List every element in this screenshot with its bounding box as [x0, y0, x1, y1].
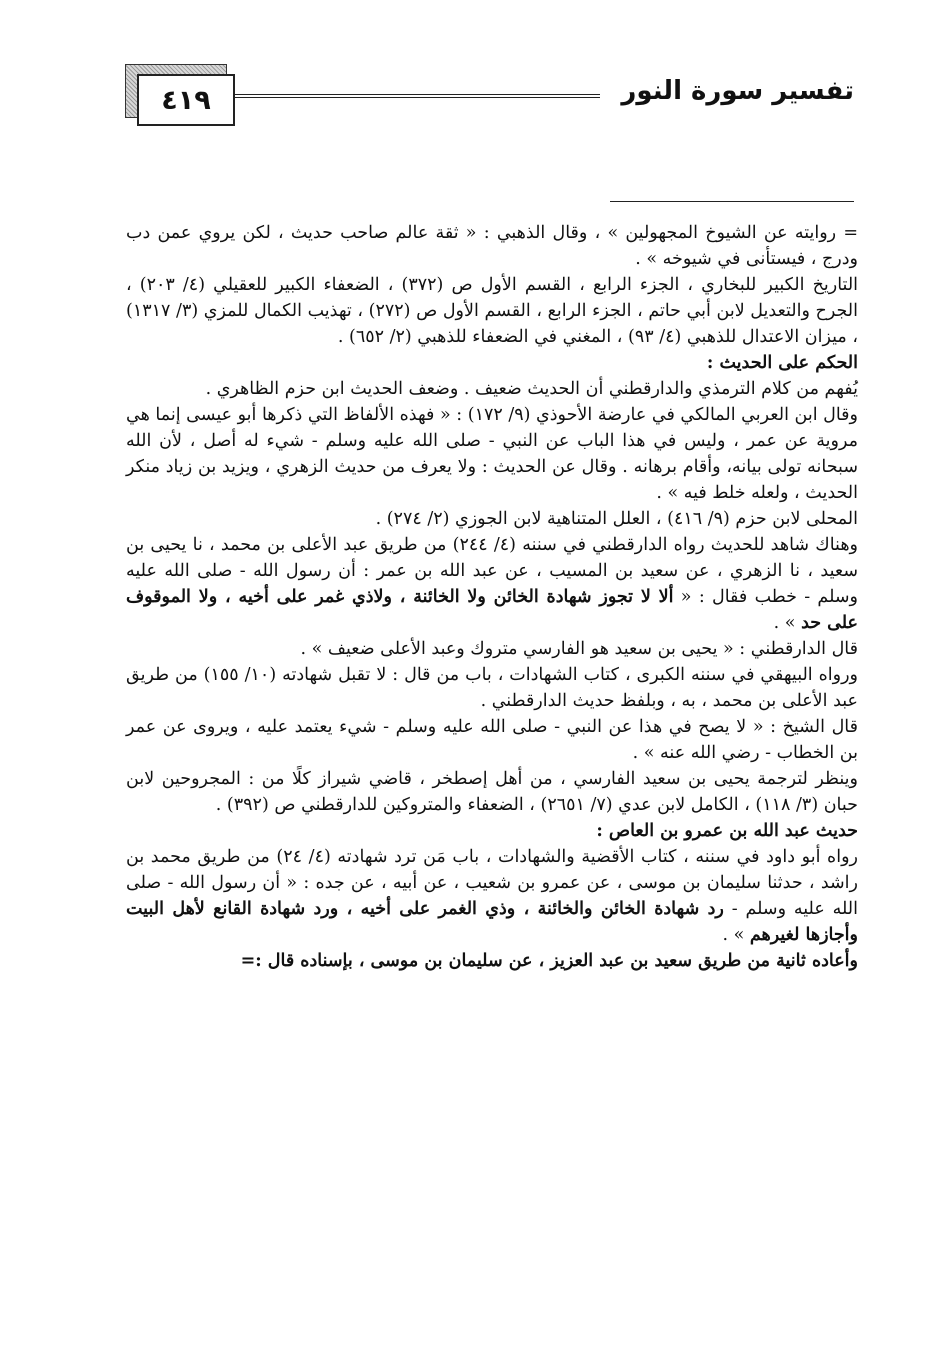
hadith-text: رد شهادة الخائن والخائنة ، وذي الغمر على أخيه ، ورد شهادة القانع لأهل البيت وأجازها لغيرهم: [126, 899, 858, 945]
paragraph-abu-dawud: [126, 844, 858, 948]
section-heading-ruling: الحكم على الحديث :: [706, 353, 858, 373]
paragraph-continuation: = روايته عن الشيوخ المجهولين » ، وقال الذهبي : « ثقة عالم صاحب حديث ، لكن يروي عمن دب ودرج ، فيستأنى في شيوخه » .: [126, 223, 858, 269]
witness-close: » .: [773, 613, 802, 633]
paragraph-bayhaqi: ورواه البيهقي في سننه الكبرى ، كتاب الشهادات ، باب من قال : لا تقبل شهادته (١٠/ ١٥٥) من طريق عبد الأعلى بن محمد ، به ، وبلفظ حديث الدارقطني .: [126, 665, 858, 711]
paragraph-second-chain: وأعاده ثانية من طريق سعيد بن عبد العزيز ، عن سليمان بن موسى ، بإسناده قال :=: [240, 951, 858, 971]
paragraph-references: المحلى لابن حزم (٩/ ٤١٦) ، العلل المتناهية لابن الجوزي (٢/ ٢٧٤) .: [375, 509, 858, 529]
abu-dawud-intro: رواه أبو داود في سننه ، كتاب الأقضية والشهادات ، باب مَن ترد شهادته (٤/ ٢٤) من طريق محمد بن راشد ، حدثنا سليمان بن موسى ، عن عمرو بن شعيب ، عن أبيه ، عن جده : « أن رسول الله - صلى الله عليه وسلم -: [126, 847, 858, 919]
paragraph-witness: [126, 532, 858, 636]
hadith-text: ألا لا تجوز شهادة الخائن ولا الخائنة ، ولاذي غمر على أخيه ، ولا الموقوف على حد: [126, 587, 858, 633]
paragraph-ibn-arabi: وقال ابن العربي المالكي في عارضة الأحوذي (٩/ ١٧٢) : « فهذه الألفاظ التي ذكرها أبو عيسى إنما هي مروية عن عمر ، وليس في هذا الباب عن النبي - صلى الله عليه وسلم - شيء له أصل ، لأن الله سبحانه تولى بيانه، وأقام برهانه . وقال عن الحديث : ولا يعرف من حديث الزهري ، ويزيد بن زياد منكر الحديث ، ولعله خلط فيه » .: [126, 405, 858, 503]
footnote-separator: [610, 201, 854, 202]
header-rule: [234, 94, 600, 98]
paragraph-biography: وينظر لترجمة يحيى بن سعيد الفارسي ، من أهل إصطخر ، قاضي شيراز كلًا من : المجروحين لابن حبان (٣/ ١١٨) ، الكامل لابن عدي (٧/ ٢٦٥١) ، الضعفاء والمتروكين للدارقطني ص (٣٩٢) .: [126, 769, 858, 815]
paragraph-daraqutni: قال الدارقطني : « يحيى بن سعيد هو الفارسي متروك وعبد الأعلى ضعيف » .: [300, 639, 858, 659]
paragraph-shaykh: قال الشيخ : « لا يصح في هذا عن النبي - صلى الله عليه وسلم - شيء يعتمد عليه ، ويروى عن عمر بن الخطاب - رضي الله عنه » .: [126, 717, 858, 763]
paragraph-ruling: يُفهم من كلام الترمذي والدارقطني أن الحديث ضعيف . وضعف الحديث ابن حزم الظاهري .: [205, 379, 858, 399]
footnote-body: [126, 220, 858, 974]
page-number: ٤١٩: [137, 74, 235, 126]
abu-dawud-close: » .: [722, 925, 750, 945]
paragraph-sources: التاريخ الكبير للبخاري ، الجزء الرابع ، القسم الأول ص (٣٧٢) ، الضعفاء الكبير للعقيلي (٤/ ٢٠٣) ، الجرح والتعديل لابن أبي حاتم ، الجزء الرابع ، القسم الأول ص (٢٧٢) ، تهذيب الكمال للمزي (٣/ ١٣١٧) ، ميزان الاعتدال للذهبي (٤/ ٩٣) ، المغني في الضعفاء للذهبي (٢/ ٦٥٢) .: [126, 275, 859, 347]
section-heading-hadith-ibn-amr: حديث عبد الله بن عمرو بن العاص :: [596, 821, 858, 841]
running-header-title: تفسير سورة النور: [621, 76, 854, 106]
witness-intro: وهناك شاهد للحديث رواه الدارقطني في سننه (٤/ ٢٤٤) من طريق عبد الأعلى بن محمد ، نا يحيى بن سعيد ، نا الزهري ، عن سعيد بن المسيب ، عن عبد الله بن عمر : أن رسول الله - صلى الله عليه وسلم - خطب فقال : «: [126, 535, 859, 607]
